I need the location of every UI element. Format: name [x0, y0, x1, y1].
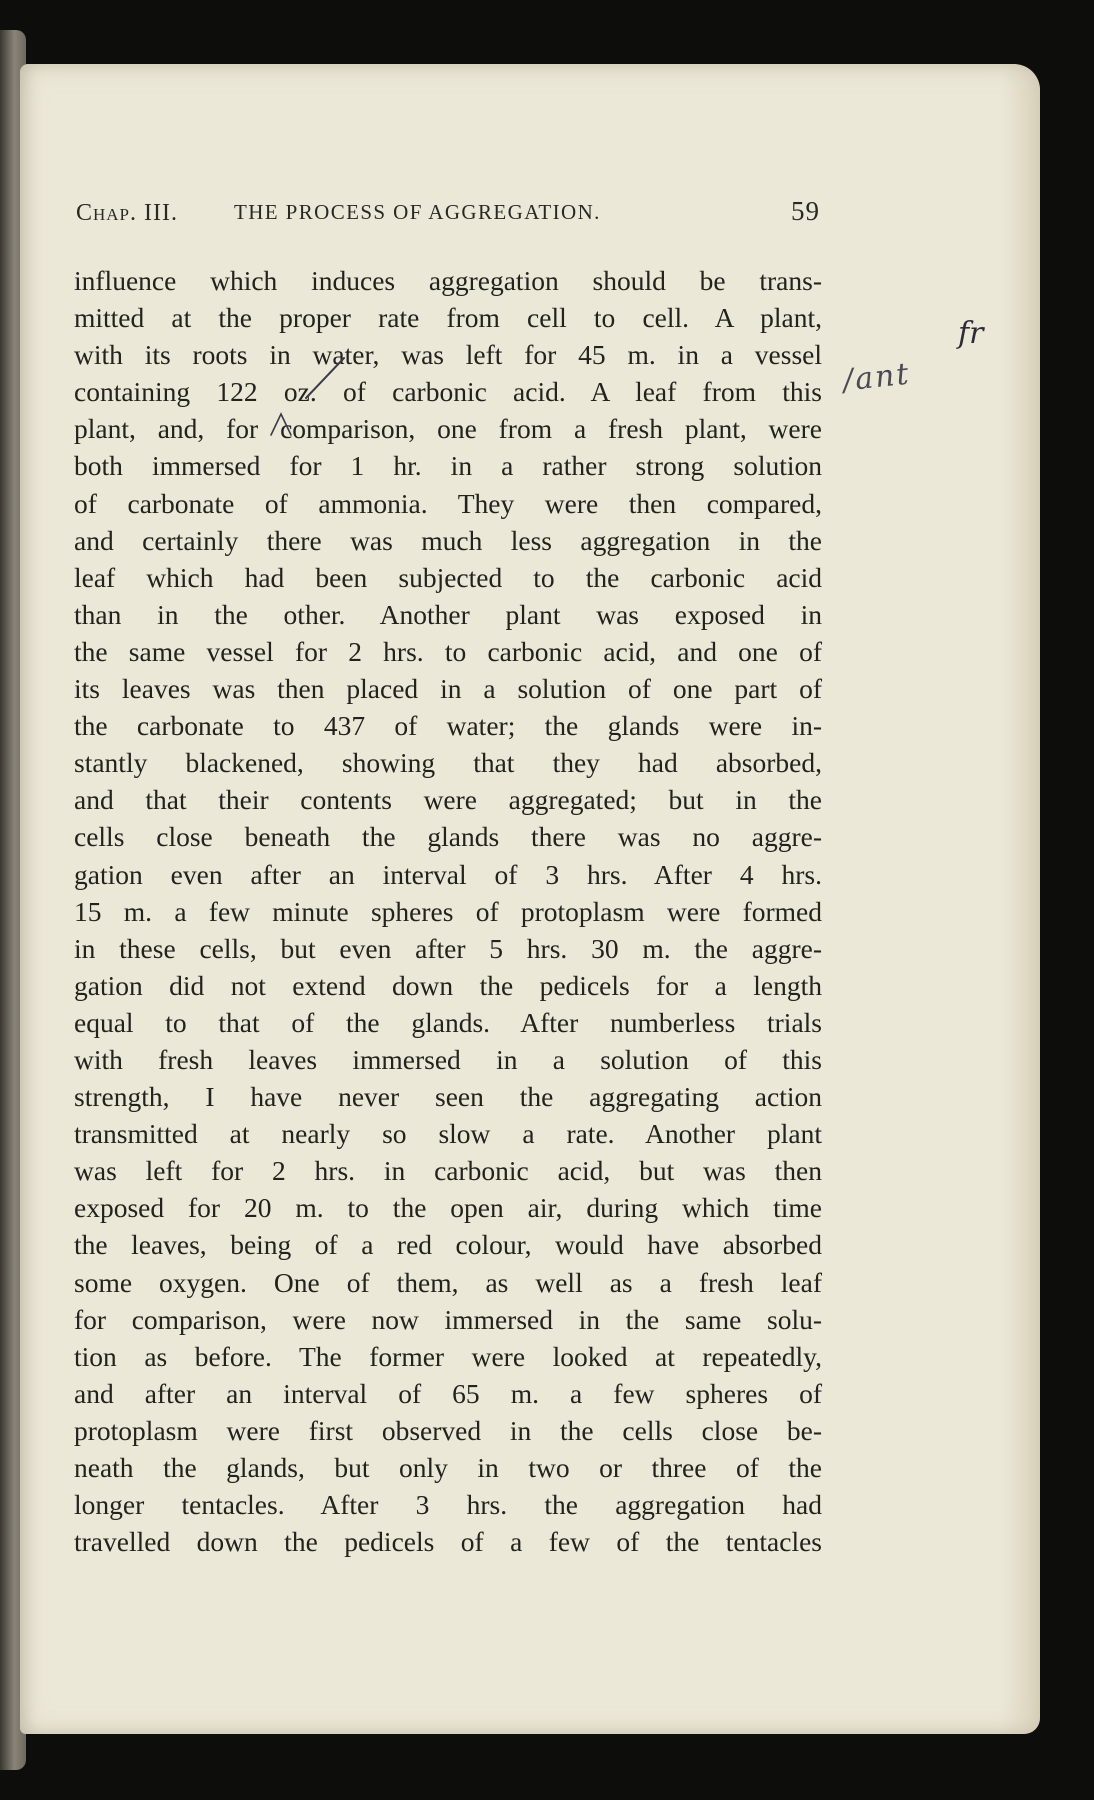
text-line: strength, I have never seen the aggregating action [74, 1081, 822, 1113]
handwritten-caret-icon [268, 410, 294, 438]
text-line: and that their contents were aggregated; but in the [74, 784, 822, 816]
text-line: for comparison, were now immersed in the same solu- [74, 1303, 822, 1335]
body-text [74, 262, 822, 1560]
chapter-label: Chap. III. [76, 200, 178, 226]
text-line: the same vessel for 2 hrs. to carbonic acid, and one of [74, 635, 822, 667]
text-line: gation did not extend down the pedicels for a length [74, 969, 822, 1001]
text-line: leaf which had been subjected to the carbonic acid [74, 561, 822, 593]
text-line: was left for 2 hrs. in carbonic acid, but was then [74, 1155, 822, 1187]
text-line: 15 m. a few minute spheres of protoplasm were formed [74, 895, 822, 927]
text-line: in these cells, but even after 5 hrs. 30 m. the aggre- [74, 932, 822, 964]
text-line: than in the other. Another plant was exposed in [74, 598, 822, 630]
text-line: containing 122 oz. of carbonic acid. A leaf from this [74, 376, 822, 408]
text-line: mitted at the proper rate from cell to cell. A plant, [74, 302, 822, 334]
text-line: tion as before. The former were looked at repeatedly, [74, 1340, 822, 1372]
text-line: and certainly there was much less aggregation in the [74, 524, 822, 556]
text-line: transmitted at nearly so slow a rate. Another plant [74, 1118, 822, 1150]
chapter-title: THE PROCESS OF AGGREGATION. [234, 200, 601, 224]
text-line: both immersed for 1 hr. in a rather strong solution [74, 450, 822, 482]
text-line: the leaves, being of a red colour, would have absorbed [74, 1229, 822, 1261]
running-head [76, 196, 820, 236]
text-line: protoplasm were first observed in the cells close be- [74, 1414, 822, 1446]
page-number: 59 [791, 196, 820, 226]
text-line: travelled down the pedicels of a few of the tentacles [74, 1526, 822, 1558]
text-line: the carbonate to 437 of water; the glands were in- [74, 710, 822, 742]
text-line: and after an interval of 65 m. a few spheres of [74, 1377, 822, 1409]
text-line: neath the glands, but only in two or three of the [74, 1452, 822, 1483]
text-line: cells close beneath the glands there was no aggre- [74, 821, 822, 853]
text-line: longer tentacles. After 3 hrs. the aggregation had [74, 1489, 822, 1521]
text-line: influence which induces aggregation should be trans- [74, 265, 822, 296]
text-line: plant, and, for comparison, one from a fresh plant, were [74, 413, 822, 445]
handwritten-margin-note: /ant [841, 356, 913, 399]
handwritten-strike-mark-icon [300, 352, 350, 402]
text-line: equal to that of the glands. After numberless trials [74, 1006, 822, 1038]
text-line: gation even after an interval of 3 hrs. After 4 hrs. [74, 858, 822, 890]
text-line: its leaves was then placed in a solution of one part of [74, 673, 822, 705]
text-line: exposed for 20 m. to the open air, during which time [74, 1192, 822, 1224]
text-line: with its roots in water, was left for 45 m. in a vessel [74, 339, 822, 371]
text-line: of carbonate of ammonia. They were then compared, [74, 487, 822, 519]
text-line: stantly blackened, showing that they had absorbed, [74, 747, 822, 779]
text-line: with fresh leaves immersed in a solution of this [74, 1043, 822, 1075]
handwritten-margin-mark: fr [958, 316, 984, 351]
text-line: some oxygen. One of them, as well as a fresh leaf [74, 1266, 822, 1298]
